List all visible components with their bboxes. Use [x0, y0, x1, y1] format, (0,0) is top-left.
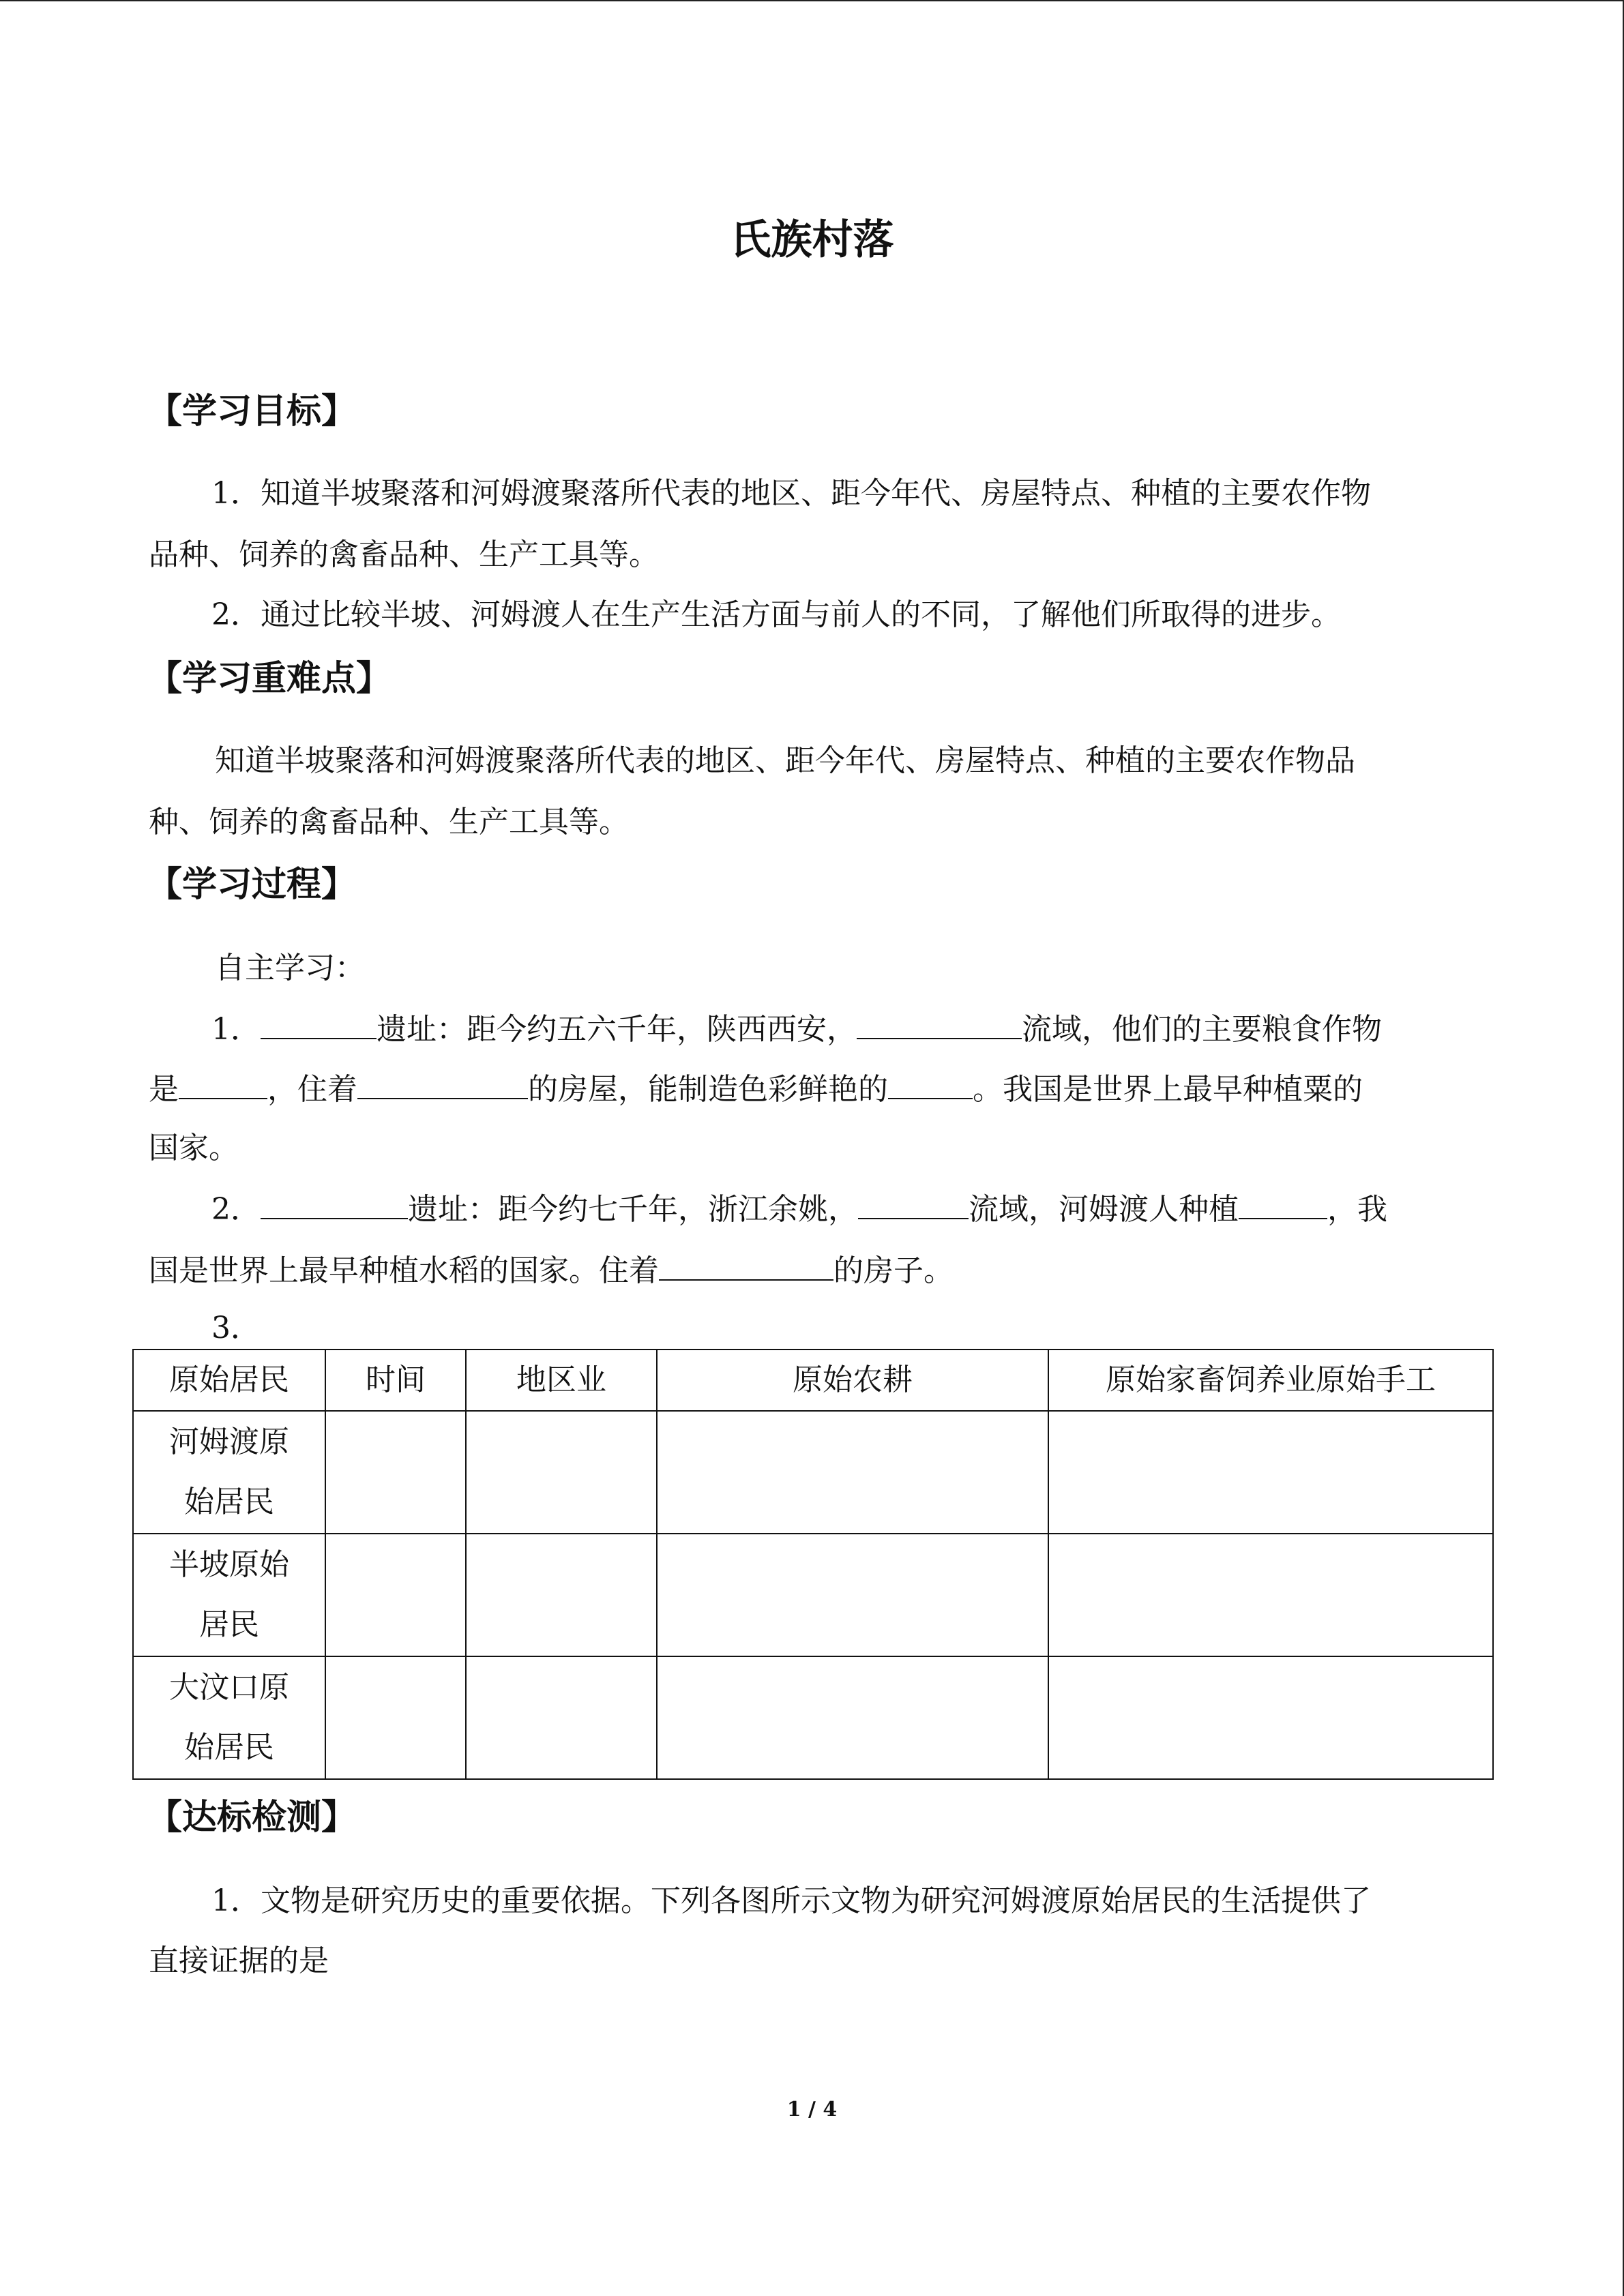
question-1-line-3: 国家。	[149, 1131, 239, 1165]
question-2-line-2	[149, 1249, 954, 1292]
table-cell[interactable]	[1048, 1534, 1493, 1656]
table-cell[interactable]	[1048, 1411, 1493, 1534]
objective-1-line-1: 1．知道半坡聚落和河姆渡聚落所代表的地区、距今年代、房屋特点、种植的主要农作物	[211, 476, 1371, 511]
key-points-heading: 【学习重难点】	[147, 659, 392, 699]
table-cell[interactable]	[466, 1411, 657, 1534]
table-cell[interactable]	[325, 1534, 466, 1656]
fill-blank[interactable]	[888, 1068, 973, 1099]
objective-2: 2．通过比较半坡、河姆渡人在生产生活方面与前人的不同，了解他们所取得的进步。	[211, 597, 1341, 632]
fill-blank[interactable]	[659, 1249, 833, 1281]
page-title: 氏族村落	[730, 216, 894, 264]
fill-blank[interactable]	[858, 1188, 969, 1219]
table-row-label	[133, 1534, 325, 1656]
key-points-line-2: 种、饲养的禽畜品种、生产工具等。	[149, 805, 629, 839]
assessment-question-1-line-2: 直接证据的是	[149, 1943, 329, 1978]
question-1-line-1	[211, 1008, 1382, 1050]
table-header-cell: 地区业	[466, 1350, 657, 1411]
question-2-text-b: 流域，河姆渡人种植	[969, 1192, 1239, 1227]
fill-blank[interactable]	[261, 1188, 408, 1219]
question-1-text-f: 。我国是世界上最早种植粟的	[973, 1072, 1363, 1107]
objectives-heading: 【学习目标】	[147, 391, 357, 432]
question-1-number: 1．	[211, 1012, 261, 1047]
question-2-number: 2．	[211, 1192, 261, 1227]
table-cell[interactable]	[466, 1534, 657, 1656]
fill-blank[interactable]	[179, 1068, 267, 1099]
table-cell[interactable]	[1048, 1656, 1493, 1779]
question-2-text-c: ，我	[1327, 1192, 1387, 1227]
process-heading: 【学习过程】	[147, 865, 357, 905]
question-1-text-e: 的房屋，能制造色彩鲜艳的	[528, 1072, 888, 1107]
row-label-line: 始居民	[184, 1485, 274, 1519]
comparison-table	[132, 1349, 1494, 1780]
fill-blank[interactable]	[357, 1068, 528, 1099]
table-cell[interactable]	[466, 1656, 657, 1779]
table-header-cell: 原始居民	[133, 1350, 325, 1411]
row-label-line: 大汶口原	[169, 1670, 289, 1705]
table-cell[interactable]	[657, 1534, 1048, 1656]
table-cell[interactable]	[657, 1411, 1048, 1534]
table-row-label	[133, 1656, 325, 1779]
question-2-line-1	[211, 1188, 1387, 1230]
table-row-label	[133, 1411, 325, 1534]
table-cell[interactable]	[657, 1656, 1048, 1779]
row-label-line: 半坡原始	[169, 1547, 289, 1582]
page-number: 1 / 4	[786, 2098, 838, 2121]
row-label-line: 始居民	[184, 1730, 274, 1765]
question-1-text-a: 遗址：距今约五六千年，陕西西安，	[377, 1012, 857, 1047]
table-header-cell: 原始农耕	[657, 1350, 1048, 1411]
table-row	[133, 1656, 1493, 1779]
fill-blank[interactable]	[857, 1008, 1022, 1039]
question-3-number: 3．	[211, 1311, 261, 1345]
table-cell[interactable]	[325, 1411, 466, 1534]
row-label-line: 河姆渡原	[169, 1425, 289, 1459]
question-2-text-d: 国是世界上最早种植水稻的国家。住着	[149, 1253, 659, 1288]
assessment-question-1-line-1: 1．文物是研究历史的重要依据。下列各图所示文物为研究河姆渡原始居民的生活提供了	[211, 1883, 1371, 1918]
table-cell[interactable]	[325, 1656, 466, 1779]
fill-blank[interactable]	[261, 1008, 377, 1039]
process-intro: 自主学习：	[215, 951, 365, 985]
objective-1-line-2: 品种、饲养的禽畜品种、生产工具等。	[149, 537, 659, 572]
question-1-line-2	[149, 1068, 1363, 1110]
table-header-row	[133, 1350, 1493, 1411]
question-1-text-b: 流域，他们的主要粮食作物	[1022, 1012, 1382, 1047]
key-points-line-1: 知道半坡聚落和河姆渡聚落所代表的地区、距今年代、房屋特点、种植的主要农作物品	[215, 743, 1355, 778]
question-2-text-e: 的房子。	[833, 1253, 954, 1288]
table-row	[133, 1411, 1493, 1534]
table-row	[133, 1534, 1493, 1656]
question-1-text-c: 是	[149, 1072, 179, 1107]
row-label-line: 居民	[199, 1607, 259, 1642]
assessment-heading: 【达标检测】	[147, 1798, 357, 1838]
question-1-text-d: ，住着	[267, 1072, 357, 1107]
question-2-text-a: 遗址：距今约七千年，浙江余姚，	[408, 1192, 858, 1227]
table-header-cell: 时间	[325, 1350, 466, 1411]
fill-blank[interactable]	[1239, 1188, 1327, 1219]
table-header-cell: 原始家畜饲养业原始手工	[1048, 1350, 1493, 1411]
